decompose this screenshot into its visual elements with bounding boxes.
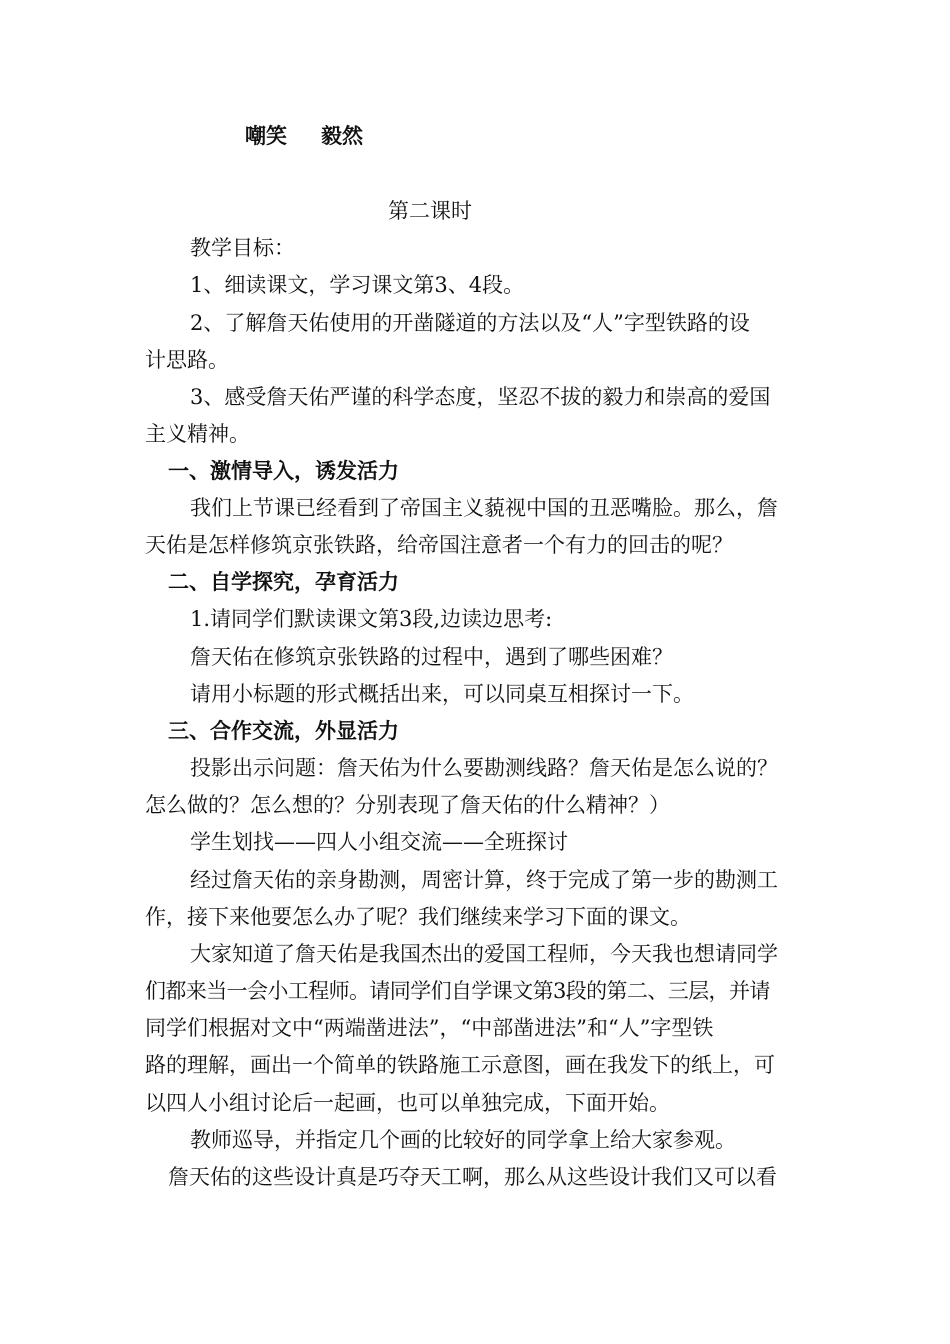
paragraph-line: 詹天佑的这些设计真是巧夺天工啊，那么从这些设计我们又可以看	[168, 1165, 777, 1189]
section-heading-3: 三、合作交流，外显活力	[168, 718, 399, 743]
vocabulary-words	[245, 121, 363, 151]
vocab-word-1: 嘲笑	[245, 123, 287, 148]
paragraph-line: 怎么做的？怎么想的？分别表现了詹天佑的什么精神？）	[145, 793, 670, 817]
objectives-heading: 教学目标：	[190, 236, 295, 260]
paragraph-line: 1.请同学们默读课文第3段,边读边思考:	[190, 607, 553, 631]
vocab-word-2: 毅然	[321, 123, 363, 148]
paragraph-line: 们都来当一会小工程师。请同学们自学课文第3段的第二、三层，并请	[145, 979, 770, 1003]
objective-2-line-1: 2、了解詹天佑使用的开凿隧道的方法以及“人”字型铁路的设	[190, 311, 750, 335]
paragraph-line: 大家知道了詹天佑是我国杰出的爱国工程师，今天我也想请同学	[190, 942, 778, 966]
paragraph-line: 天佑是怎样修筑京张铁路，给帝国注意者一个有力的回击的呢？	[145, 533, 733, 557]
section-heading-1: 一、激情导入，诱发活力	[168, 458, 399, 483]
paragraph-line: 投影出示问题：詹天佑为什么要勘测线路？詹天佑是怎么说的？	[190, 756, 778, 780]
paragraph-line: 作，接下来他要怎么办了呢？我们继续来学习下面的课文。	[145, 905, 691, 929]
paragraph-line: 以四人小组讨论后一起画，也可以单独完成，下面开始。	[145, 1091, 670, 1115]
objective-3-line-1: 3、感受詹天佑严谨的科学态度，坚忍不拔的毅力和崇高的爱国	[190, 385, 771, 409]
paragraph-line: 路的理解，画出一个简单的铁路施工示意图，画在我发下的纸上，可	[145, 1053, 775, 1077]
objective-2-line-2: 计思路。	[145, 348, 229, 372]
objective-1: 1、细读课文，学习课文第3、4段。	[190, 273, 525, 297]
paragraph-line: 同学们根据对文中“两端凿进法”，“中部凿进法”和“人”字型铁	[145, 1016, 714, 1040]
paragraph-line: 经过詹天佑的亲身勘测，周密计算，终于完成了第一步的勘测工	[190, 868, 778, 892]
section-heading-2: 二、自学探究，孕育活力	[168, 569, 399, 594]
paragraph-line: 我们上节课已经看到了帝国主义藐视中国的丑恶嘴脸。那么，詹	[190, 496, 778, 520]
paragraph-line: 詹天佑在修筑京张铁路的过程中，遇到了哪些困难？	[190, 645, 673, 669]
paragraph-line: 请用小标题的形式概括出来，可以同桌互相探讨一下。	[190, 682, 694, 706]
lesson-title: 第二课时	[388, 199, 472, 223]
paragraph-line: 学生划找——四人小组交流——全班探讨	[190, 830, 568, 854]
objective-3-line-2: 主义精神。	[145, 422, 250, 446]
paragraph-line: 教师巡导，并指定几个画的比较好的同学拿上给大家参观。	[190, 1128, 736, 1152]
